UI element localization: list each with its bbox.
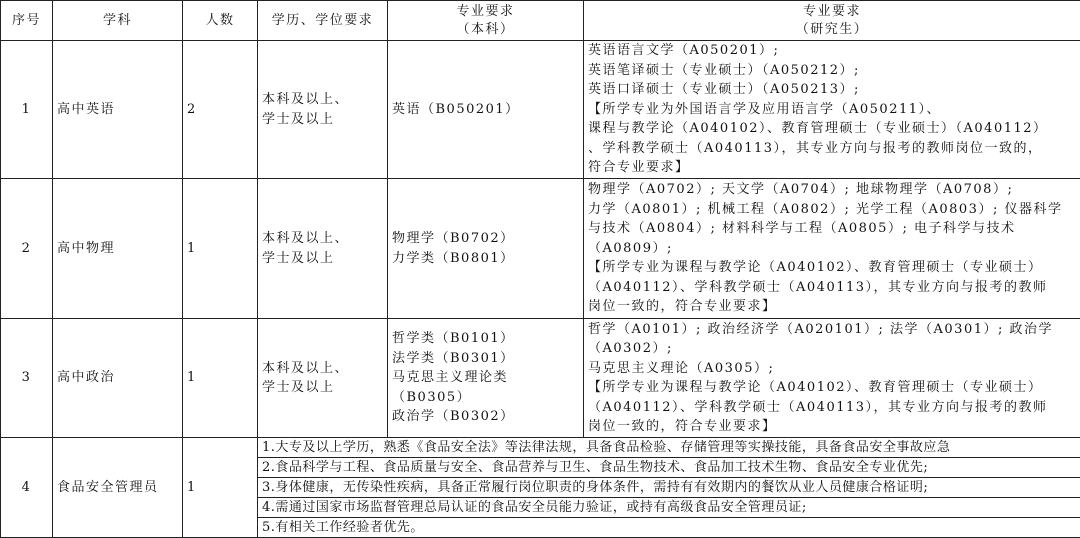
row-no: 2 [1, 179, 53, 319]
row-postgrad-major: 物理学（A0702）; 天文学（A0704）; 地球物理学（A0708）; 力学（A0801）; 机械工程（A0802）; 光学工程（A0803）; 仪器科学 与技术（A0804）; 材料科学与工程（A0805）; 电子科学与技术 （A0809）; 【所学专业为课程与教学论（A040102）、教育管理硕士（专业硕士） （A040112）、学科教学硕士（A040113），其专业方向与报考的教师 岗位一致的，符合专业要求】 [584, 179, 1080, 319]
requirement-line: 2.食品科学与工程、食品质量与安全、食品营养与卫生、食品生物技术、食品加工技术生物、食品安全专业优先; [258, 458, 1080, 478]
row-no: 4 [1, 438, 53, 538]
header-no: 序号 [1, 1, 53, 41]
table-row [1, 41, 1080, 179]
row-no: 1 [1, 41, 53, 179]
header-subject: 学科 [53, 1, 183, 41]
row-postgrad-major: 哲学（A0101）; 政治经济学（A020101）; 法学（A0301）; 政治学 （A0302）; 马克思主义理论（A0305）; 【所学专业为课程与教学论（A040102）、教育管理硕士（专业硕士） （A040112）、学科教学硕士（A040113），其专业方向与报考的教师 岗位一致的，符合专业要求】 [584, 319, 1080, 438]
row-postgrad-major: 英语语言文学（A050201）; 英语笔译硕士（专业硕士）（A050212）; 英语口译硕士（专业硕士）（A050213）; 【所学专业为外国语言学及应用语言学（A050211）、 课程与教学论（A040102）、教育管理硕士（专业硕士）（A040112） 、学科教学硕士（A040113），其专业方向与报考的教师岗位一致的， 符合专业要求】 [584, 41, 1080, 179]
row-no: 3 [1, 319, 53, 438]
row-undergrad-major: 物理学（B0702） 力学类（B0801） [388, 179, 584, 319]
row-subject: 食品安全管理员 [53, 438, 183, 538]
row-subject: 高中政治 [53, 319, 183, 438]
header-undergrad-major: 专业要求 （本科） [388, 1, 584, 41]
row-subject: 高中英语 [53, 41, 183, 179]
row-degree: 本科及以上、 学士及以上 [258, 179, 388, 319]
row-degree: 本科及以上、 学士及以上 [258, 41, 388, 179]
header-count: 人数 [183, 1, 258, 41]
requirement-line: 4.需通过国家市场监督管理总局认证的食品安全员能力验证，或持有高级食品安全管理员证; [258, 498, 1080, 518]
table-row [1, 319, 1080, 438]
row-degree: 本科及以上、 学士及以上 [258, 319, 388, 438]
row-undergrad-major: 哲学类（B0101） 法学类（B0301） 马克思主义理论类 （B0305） 政治学（B0302） [388, 319, 584, 438]
table-row [1, 179, 1080, 319]
row-subject: 高中物理 [53, 179, 183, 319]
row-count: 2 [183, 41, 258, 179]
header-degree: 学历、学位要求 [258, 1, 388, 41]
row-count: 1 [183, 179, 258, 319]
table-row [1, 438, 1080, 458]
requirement-line: 1.大专及以上学历，熟悉《食品安全法》等法律法规，具备食品检验、存储管理等实操技能，具备食品安全事故应急 [258, 438, 1080, 458]
header-postgrad-major: 专业要求 （研究生） [584, 1, 1080, 41]
row-count: 1 [183, 438, 258, 538]
requirement-line: 3.身体健康，无传染性疾病，具备正常履行岗位职责的身体条件，需持有有效期内的餐饮从业人员健康合格证明; [258, 478, 1080, 498]
row-undergrad-major: 英语（B050201） [388, 41, 584, 179]
header-row [1, 1, 1080, 41]
row-count: 1 [183, 319, 258, 438]
requirement-line: 5.有相关工作经验者优先。 [258, 518, 1080, 538]
